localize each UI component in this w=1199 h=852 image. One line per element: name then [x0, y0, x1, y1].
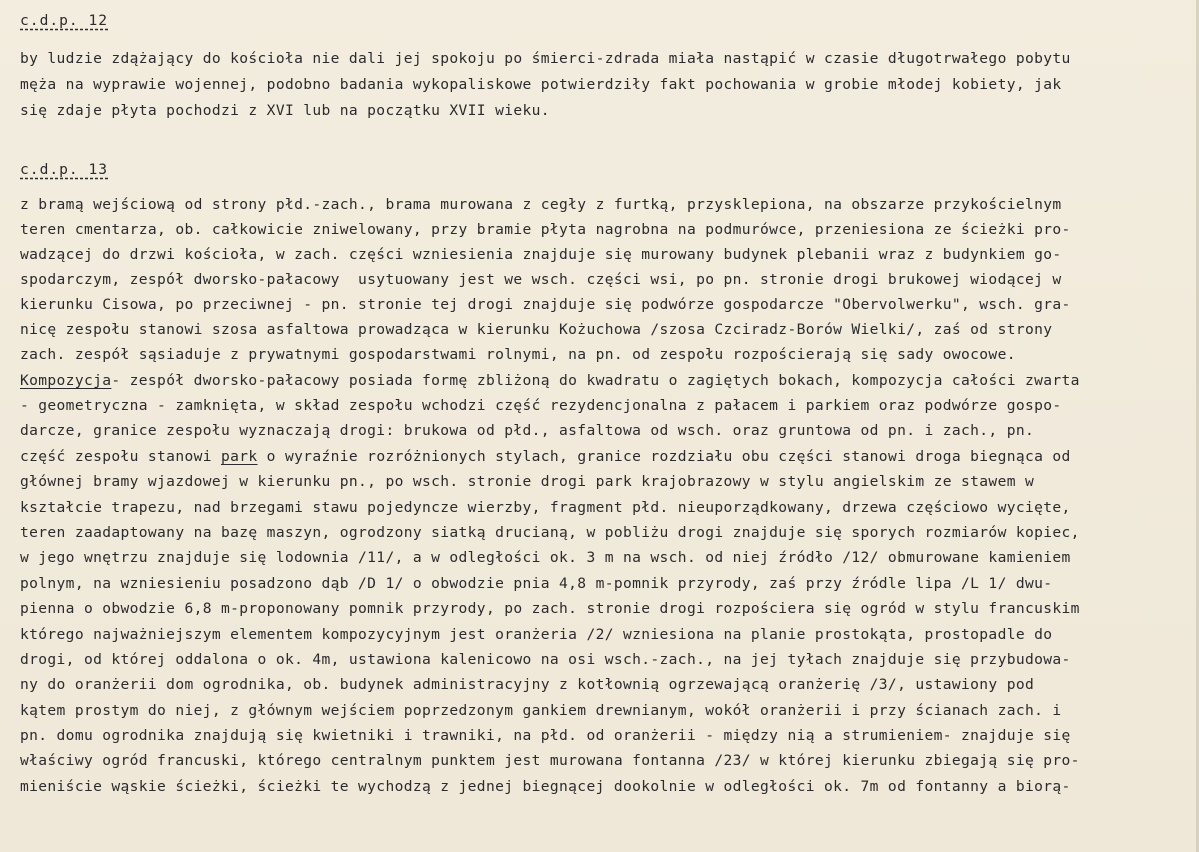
park-line-end: o wyraźnie rozróżnionych stylach, granice rozdziału obu części stanowi droga biegnąca od — [257, 448, 1071, 465]
section-12-heading: c.d.p. 12 — [20, 12, 109, 29]
section-13-line: kątem prostym do niej, z głównym wejściem poprzedzonym gankiem drewnianym, wokół oranżerii i przy ścianach zach. i — [20, 702, 1062, 719]
section-13-line: kształcie trapezu, nad brzegami stawu pojedyncze wierzby, fragment płd. nieuporządkowany, drzewa częściowo wycięte, — [20, 499, 1071, 516]
section-13-line: wadzącej do drzwi kościoła, w zach. części wzniesienia znajduje się murowany budynek plebanii wraz z budynkiem go- — [20, 246, 1062, 263]
section-13-heading: c.d.p. 13 — [20, 161, 109, 178]
section-13-line: w jego wnętrzu znajduje się lodownia /11/, a w odległości ok. 3 m na wsch. od niej źródło /12/ obmurowane kamieniem — [20, 549, 1071, 566]
section-13-line: darcze, granice zespołu wyznaczają drogi: brukowa od płd., asfaltowa od wsch. oraz gruntowa od pn. i zach., pn. — [20, 422, 1035, 439]
section-13-line: spodarczym, zespół dworsko-pałacowy usytuowany jest we wsch. części wsi, po pn. stronie drogi brukowej wiodącej w — [20, 271, 1062, 288]
kompozycja-label: Kompozycja — [20, 372, 112, 389]
section-12-line: się zdaje płyta pochodzi z XVI lub na początku XVII wieku. — [20, 102, 550, 119]
section-12-line: by ludzie zdążający do kościoła nie dali jej spokoju po śmierci-zdrada miała nastąpić w czasie długotrwałego pobytu — [20, 50, 1071, 67]
section-13-line: którego najważniejszym elementem kompozycyjnym jest oranżeria /2/ wzniesiona na planie prostokąta, prostopadle do — [20, 626, 1053, 643]
section-13-line: drogi, od której oddalona o ok. 4m, ustawiona kalenicowo na osi wsch.-zach., na jej tyłach znajduje się przybudowa- — [20, 651, 1071, 668]
section-13-line: teren cmentarza, ob. całkowicie zniwelowany, przy bramie płyta nagrobna na podmurówce, przeniesiona ze ścieżki pro- — [20, 221, 1071, 238]
section-13-line: głównej bramy wjazdowej w kierunku pn., po wsch. stronie drogi park krajobrazowy w stylu angielskim ze stawem w — [20, 473, 1035, 490]
section-13-line: polnym, na wzniesieniu posadzono dąb /D 1/ o obwodzie pnia 4,8 m-pomnik przyrody, zaś przy źródle lipa /L 1/ dwu- — [20, 575, 1053, 592]
section-13-line: z bramą wejściową od strony płd.-zach., brama murowana z cegły z furtką, przysklepiona, na obszarze przykościelnym — [20, 196, 1062, 213]
park-line-start: część zespołu stanowi — [20, 448, 221, 465]
section-13-line: pn. domu ogrodnika znajdują się kwietniki i trawniki, na płd. od oranżerii - między nią a strumieniem- znajduje się — [20, 727, 1071, 744]
kompozycja-line — [20, 374, 1080, 389]
section-12-line: męża na wyprawie wojennej, podobno badania wykopaliskowe potwierdziły fakt pochowania w grobie młodej kobiety, jak — [20, 76, 1062, 93]
park-label: park — [221, 448, 258, 465]
park-line — [20, 450, 1071, 465]
section-13-line: mieniście wąskie ścieżki, ścieżki te wychodzą z jednej biegnącej dookolnie w odległości ok. 7m od fontanny a biorą- — [20, 778, 1071, 795]
section-13-line: ny do oranżerii dom ogrodnika, ob. budynek administracyjny z kotłownią ogrzewającą oranżerię /3/, ustawiony pod — [20, 676, 1035, 693]
section-13-line: właściwy ogród francuski, którego centralnym punktem jest murowana fontanna /23/ w której kierunku zbiegają się pro- — [20, 752, 1080, 769]
section-13-line: - geometryczna - zamknięta, w skład zespołu wchodzi część rezydencjonalna z pałacem i parkiem oraz podwórze gospo- — [20, 397, 1062, 414]
section-13-line: teren zaadaptowany na bazę maszyn, ogrodzony siatką drucianą, w pobliżu drogi znajduje się sporych rozmiarów kopiec, — [20, 524, 1080, 541]
section-13-line: zach. zespół sąsiaduje z prywatnymi gospodarstwami rolnymi, na pn. od zespołu rozpościerają się sady owocowe. — [20, 346, 1016, 363]
section-13-line: kierunku Cisowa, po przeciwnej - pn. stronie tej drogi znajduje się podwórze gospodarcze "Obervolwerku", wsch. gra- — [20, 296, 1071, 313]
section-13-line: pienna o obwodzie 6,8 m-proponowany pomnik przyrody, po zach. stronie drogi rozpościera się ogród w stylu francuskim — [20, 600, 1080, 617]
section-13-line: nicę zespołu stanowi szosa asfaltowa prowadząca w kierunku Kożuchowa /szosa Czciradz-Borów Wielki/, zaś od strony — [20, 321, 1053, 338]
kompozycja-text: - zespół dworsko-pałacowy posiada formę zbliżoną do kwadratu o zagiętych bokach, kompozycja całości zwarta — [111, 372, 1080, 389]
